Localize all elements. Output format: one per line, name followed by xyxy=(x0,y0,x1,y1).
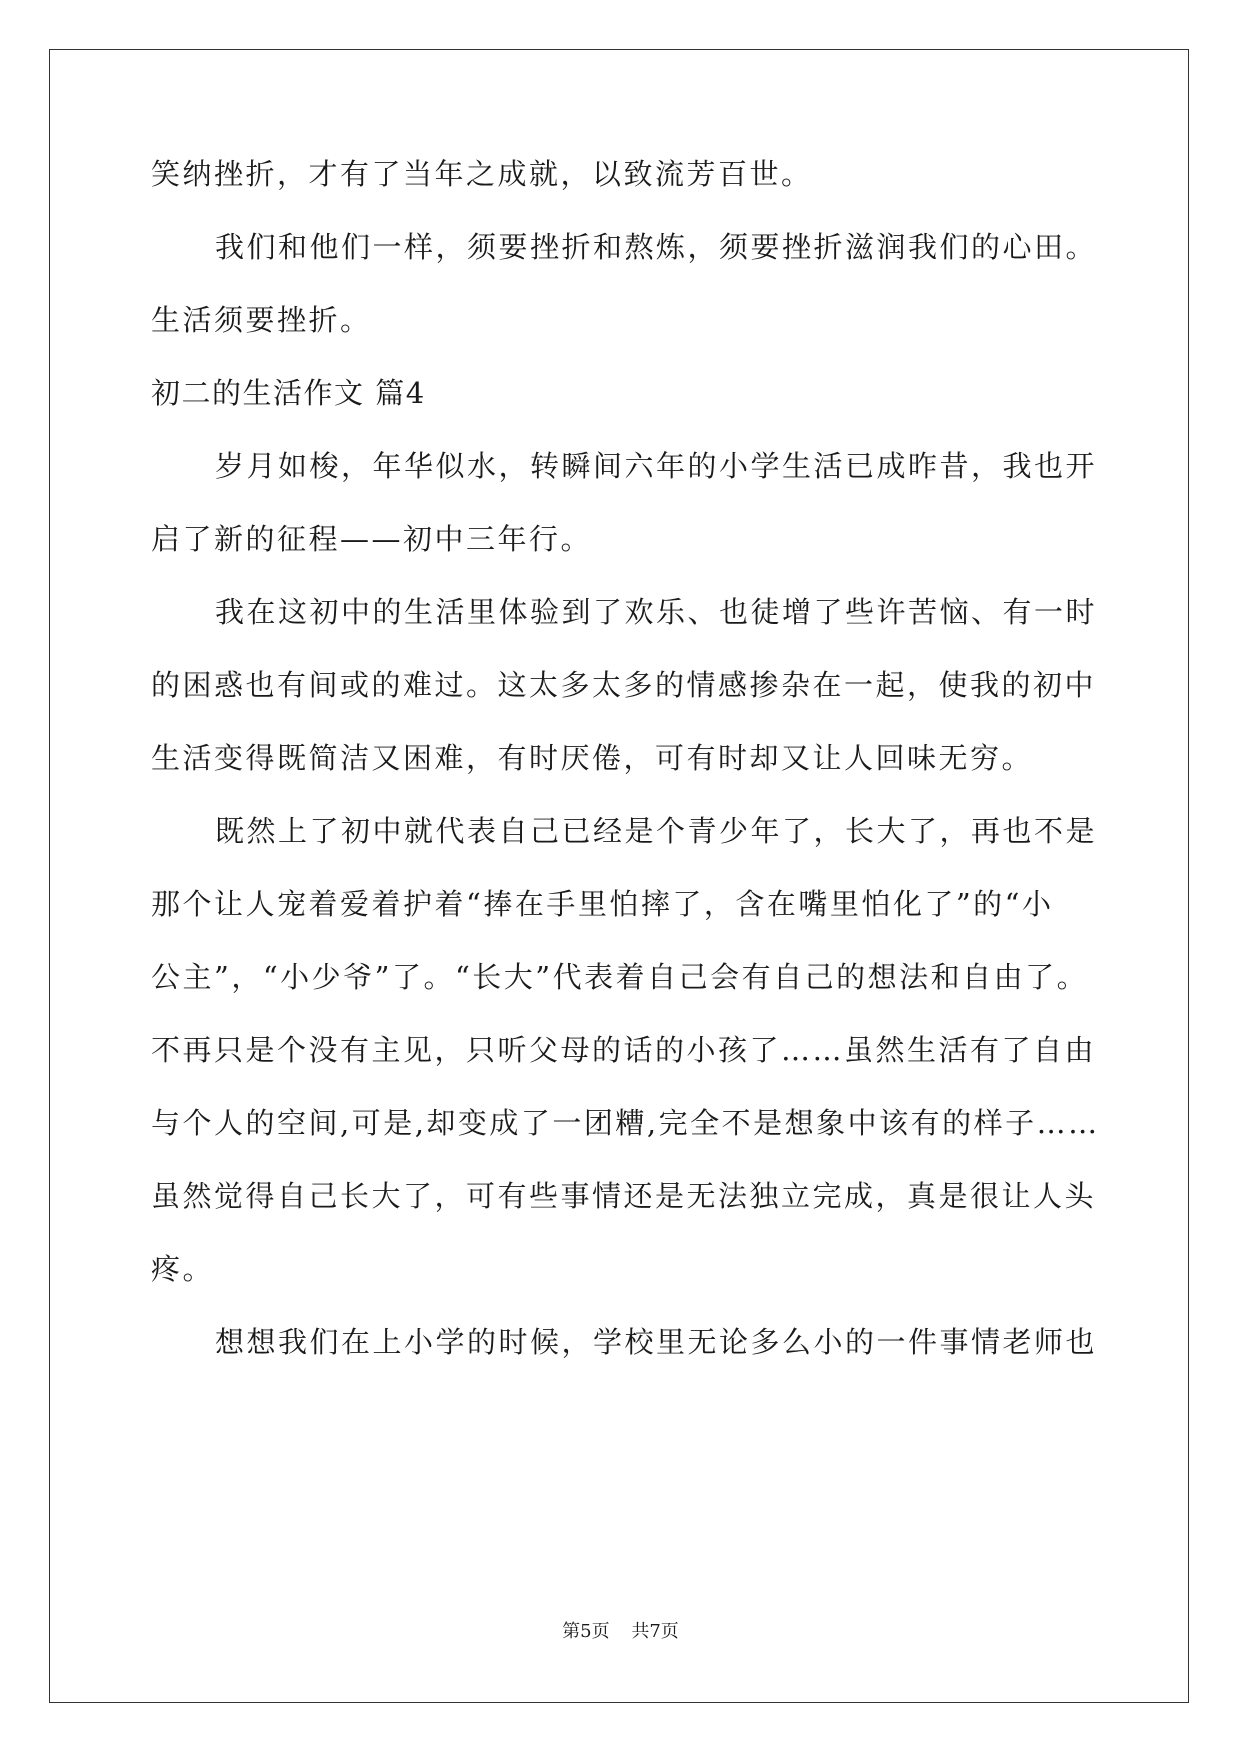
text-line: 公主”，“小少爷”了。“长大”代表着自己会有自己的想法和自由了。 xyxy=(151,960,1089,994)
paragraph-start: 想想我们在上小学的时候，学校里无论多么小的一件事情老师也 xyxy=(215,1325,1098,1359)
text-line: 虽然觉得自己长大了，可有些事情还是无法独立完成，真是很让人头 xyxy=(151,1179,1097,1213)
section-heading: 初二的生活作文 篇4 xyxy=(151,376,426,410)
text-line: 不再只是个没有主见，只听父母的话的小孩了……虽然生活有了自由 xyxy=(151,1033,1097,1067)
page-total: 共7页 xyxy=(631,1621,679,1642)
text-line: 的困惑也有间或的难过。这太多太多的情感掺杂在一起，使我的初中 xyxy=(151,668,1097,702)
page-footer xyxy=(0,1621,1241,1643)
page-border xyxy=(49,49,1189,1703)
text-line: 生活须要挫折。 xyxy=(151,303,372,337)
paragraph-start: 岁月如梭，年华似水，转瞬间六年的小学生活已成昨昔，我也开 xyxy=(215,449,1098,483)
page-number: 第5页 xyxy=(562,1621,610,1642)
text-line: 启了新的征程——初中三年行。 xyxy=(151,522,593,556)
paragraph-start: 既然上了初中就代表自己已经是个青少年了，长大了，再也不是 xyxy=(215,814,1098,848)
paragraph-start: 我在这初中的生活里体验到了欢乐、也徒增了些许苦恼、有一时 xyxy=(215,595,1098,629)
text-line: 生活变得既简洁又困难，有时厌倦，可有时却又让人回味无穷。 xyxy=(151,741,1034,775)
text-line: 与个人的空间,可是,却变成了一团糟,完全不是想象中该有的样子…… xyxy=(151,1106,1100,1140)
text-line: 笑纳挫折，才有了当年之成就，以致流芳百世。 xyxy=(151,157,813,191)
text-line: 那个让人宠着爱着护着“捧在手里怕摔了，含在嘴里怕化了”的“小 xyxy=(151,887,1054,921)
paragraph-start: 我们和他们一样，须要挫折和熬炼，须要挫折滋润我们的心田。 xyxy=(215,230,1098,264)
text-line: 疼。 xyxy=(151,1252,215,1286)
